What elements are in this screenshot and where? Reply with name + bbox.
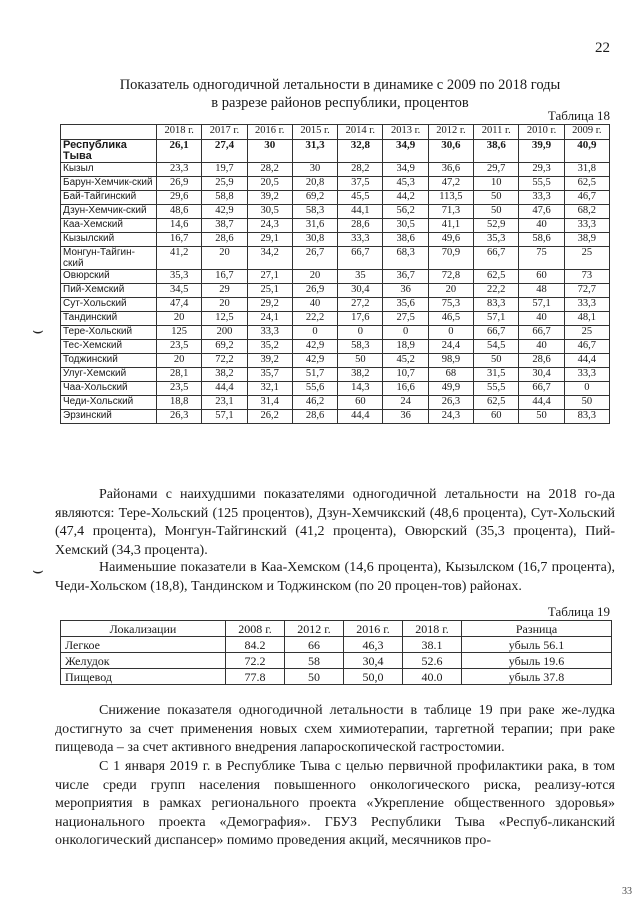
value-cell: 30 [292,163,337,177]
value-cell: 26,1 [157,140,202,163]
value-cell: 60 [338,396,383,410]
value-cell: 38.1 [403,637,462,653]
value-cell: 23,3 [157,163,202,177]
value-cell: 75,3 [428,298,473,312]
row-label-cell: Кызылский [61,233,157,247]
value-cell: 19,7 [202,163,247,177]
row-label-cell: Бай-Тайгинский [61,191,157,205]
value-cell: 33,3 [519,191,564,205]
value-cell: 0 [292,326,337,340]
value-cell: 0 [383,326,428,340]
value-cell: 75 [519,247,564,270]
value-cell: 55,5 [474,382,519,396]
value-cell: 83,3 [564,410,609,424]
table-row [61,140,610,163]
value-cell: 72,7 [564,284,609,298]
value-cell: 34,9 [383,140,428,163]
column-header: 2010 г. [519,125,564,140]
row-label-cell: Пий-Хемский [61,284,157,298]
row-label-cell: Барун-Хемчик-ский [61,177,157,191]
row-label-cell: Эрзинский [61,410,157,424]
value-cell: 35,7 [247,368,292,382]
value-cell: 33,3 [564,219,609,233]
value-cell: 33,3 [564,298,609,312]
table-row [61,233,610,247]
column-header: 2017 г. [202,125,247,140]
value-cell: 28,1 [157,368,202,382]
value-cell: 50 [564,396,609,410]
value-cell: 39,2 [247,191,292,205]
value-cell: 47,2 [428,177,473,191]
value-cell: 46,2 [292,396,337,410]
value-cell: 47,4 [157,298,202,312]
value-cell: 38,2 [202,368,247,382]
value-cell: 29,7 [474,163,519,177]
table-row [61,410,610,424]
value-cell: 36 [383,284,428,298]
value-cell: 28,6 [519,354,564,368]
value-cell: 48,1 [564,312,609,326]
value-cell: 70,9 [428,247,473,270]
value-cell: 50,0 [344,669,403,685]
value-cell: 35,2 [247,340,292,354]
value-cell: 26,7 [292,247,337,270]
value-cell: 46,5 [428,312,473,326]
value-cell: 24,4 [428,340,473,354]
column-header: 2009 г. [564,125,609,140]
value-cell: 55,6 [292,382,337,396]
value-cell: 26,2 [247,410,292,424]
value-cell: 58,8 [202,191,247,205]
column-header: 2018 г. [403,621,462,637]
table-row [61,298,610,312]
value-cell: 52,9 [474,219,519,233]
value-cell: 30,5 [383,219,428,233]
value-cell: 27,4 [202,140,247,163]
value-cell: 45,2 [383,354,428,368]
row-label-cell: Легкое [61,637,226,653]
value-cell: 33,3 [247,326,292,340]
value-cell: 39,9 [519,140,564,163]
row-label-cell: Тоджинский [61,354,157,368]
table-row [61,326,610,340]
value-cell: 44,1 [338,205,383,219]
value-cell: 20 [157,354,202,368]
value-cell: 30,4 [344,653,403,669]
value-cell: 28,2 [247,163,292,177]
value-cell: 40 [292,298,337,312]
value-cell: 16,7 [202,270,247,284]
value-cell: 68,2 [564,205,609,219]
value-cell: 35,3 [157,270,202,284]
value-cell: 45,3 [383,177,428,191]
value-cell: 36 [383,410,428,424]
value-cell: убыль 19.6 [462,653,612,669]
value-cell: 37,5 [338,177,383,191]
value-cell: 20 [428,284,473,298]
value-cell: 28,6 [202,233,247,247]
value-cell: 48,6 [157,205,202,219]
column-header: 2012 г. [428,125,473,140]
value-cell: 58,3 [292,205,337,219]
value-cell: 44,4 [519,396,564,410]
value-cell: 54,5 [474,340,519,354]
row-label-cell: Сут-Хольский [61,298,157,312]
table-row [61,163,610,177]
page-number: 22 [595,40,610,56]
value-cell: 29 [202,284,247,298]
value-cell: 62,5 [474,270,519,284]
value-cell: 33,3 [338,233,383,247]
value-cell: 66,7 [338,247,383,270]
value-cell: 57,1 [474,312,519,326]
value-cell: 57,1 [202,410,247,424]
row-label-cell: Пищевод [61,669,226,685]
paragraph-prevention: С 1 января 2019 г. в Республике Тыва с целью первичной профилактики рака, в том числе среди групп населения повышенного онкологического риска, реализу-ются мероприятия в рамках регионального проекта «Укрепление общественного здоровья» национального проекта «Демография». ГБУЗ Республики Тыва «Респуб-ликанский онкологический диспансер» помимо проведения акций, месячников про- [55,759,615,848]
value-cell: 31,6 [292,219,337,233]
value-cell: 40 [519,219,564,233]
value-cell: 40 [519,312,564,326]
value-cell: 62,5 [474,396,519,410]
row-label-cell: Дзун-Хемчик-ский [61,205,157,219]
value-cell: 56,2 [383,205,428,219]
value-cell: 38,6 [474,140,519,163]
value-cell: 68,3 [383,247,428,270]
value-cell: 48 [519,284,564,298]
value-cell: 42,9 [202,205,247,219]
value-cell: 30,4 [338,284,383,298]
value-cell: 17,6 [338,312,383,326]
value-cell: 25,1 [247,284,292,298]
value-cell: 30,5 [247,205,292,219]
paragraph-best-districts: Наименьшие показатели в Каа-Хемском (14,6 процента), Кызылском (16,7 процента), Чеди-Хольском (18,8), Тандинском и Тоджинском (по 20 процен-тов) районах. [55,560,615,594]
value-cell: 84.2 [226,637,285,653]
value-cell: 14,3 [338,382,383,396]
value-cell: 28,6 [292,410,337,424]
value-cell: 20 [202,247,247,270]
value-cell: 31,5 [474,368,519,382]
table-row [61,368,610,382]
row-label-cell: Тес-Хемский [61,340,157,354]
value-cell: 50 [519,410,564,424]
table-row [61,637,612,653]
value-cell: 40.0 [403,669,462,685]
value-cell: 0 [564,382,609,396]
value-cell: 10,7 [383,368,428,382]
value-cell: 66,7 [474,247,519,270]
table18-header-row [61,125,610,140]
value-cell: 49,9 [428,382,473,396]
table-19 [60,620,612,685]
value-cell: 125 [157,326,202,340]
value-cell: 22,2 [474,284,519,298]
value-cell: 66,7 [519,326,564,340]
value-cell: 23,5 [157,340,202,354]
row-label-cell: Кызыл [61,163,157,177]
table18-label: Таблица 18 [547,108,610,123]
value-cell: 20,8 [292,177,337,191]
value-cell: 41,1 [428,219,473,233]
paragraph-reduction: Снижение показателя одногодичной летальности в таблице 19 при раке же-лудка достигнуто за счет применения новых схем химиотерапии, таргетной терапии; при раке пищевода – за счет активного внедрения лапароскопической гастростомии. [55,703,615,755]
value-cell: 113,5 [428,191,473,205]
value-cell: 44,4 [202,382,247,396]
value-cell: 30,6 [428,140,473,163]
column-header: 2016 г. [247,125,292,140]
value-cell: 58 [285,653,344,669]
value-cell: 44,2 [383,191,428,205]
table-18 [60,124,610,424]
value-cell: 44,4 [564,354,609,368]
row-label-cell: Чаа-Хольский [61,382,157,396]
value-cell: 60 [474,410,519,424]
value-cell: 25 [564,326,609,340]
value-cell: 24,3 [428,410,473,424]
value-cell: 50 [474,354,519,368]
value-cell: 57,1 [519,298,564,312]
value-cell: 66,7 [474,326,519,340]
value-cell: 42,9 [292,354,337,368]
value-cell: 36,6 [428,163,473,177]
column-header: 2018 г. [157,125,202,140]
value-cell: 42,9 [292,340,337,354]
table19-header-row [61,621,612,637]
value-cell: 51,7 [292,368,337,382]
value-cell: 20 [202,298,247,312]
table-row [61,284,610,298]
value-cell: 69,2 [202,340,247,354]
value-cell: 41,2 [157,247,202,270]
table-row [61,340,610,354]
value-cell: 77.8 [226,669,285,685]
table-row [61,270,610,284]
value-cell: 30,4 [519,368,564,382]
column-header: 2016 г. [344,621,403,637]
value-cell: 47,6 [519,205,564,219]
value-cell: 32,1 [247,382,292,396]
table-row [61,219,610,233]
value-cell: 26,9 [292,284,337,298]
value-cell: 30,8 [292,233,337,247]
value-cell: 72.2 [226,653,285,669]
value-cell: 22,2 [292,312,337,326]
margin-mark: ⌣ [32,320,44,340]
table-row [61,205,610,219]
value-cell: 36,7 [383,270,428,284]
table-row [61,312,610,326]
value-cell: 45,5 [338,191,383,205]
column-header: Локализации [61,621,226,637]
value-cell: 69,2 [292,191,337,205]
table-row [61,653,612,669]
value-cell: 62,5 [564,177,609,191]
value-cell: 72,8 [428,270,473,284]
value-cell: 98,9 [428,354,473,368]
table-row [61,191,610,205]
value-cell: 50 [285,669,344,685]
value-cell: 12,5 [202,312,247,326]
table-row [61,382,610,396]
title-line-1: Показатель одногодичной летальности в динамике с 2009 по 2018 годы [119,77,561,93]
value-cell: 66,7 [519,382,564,396]
row-label-cell: Монгун-Тайгин-ский [61,247,157,270]
value-cell: 25 [564,247,609,270]
value-cell: 46,7 [564,340,609,354]
value-cell: 38,2 [338,368,383,382]
table18-title [60,76,620,112]
value-cell: 16,7 [157,233,202,247]
row-label-cell: Улуг-Хемский [61,368,157,382]
column-header: 2015 г. [292,125,337,140]
value-cell: 0 [338,326,383,340]
value-cell: 34,2 [247,247,292,270]
column-header: 2014 г. [338,125,383,140]
row-label-cell: Тандинский [61,312,157,326]
value-cell: 66 [285,637,344,653]
title-line-2: в разрезе районов республики, процентов [211,95,469,111]
value-cell: 34,9 [383,163,428,177]
value-cell: 68 [428,368,473,382]
value-cell: 23,5 [157,382,202,396]
value-cell: 58,3 [338,340,383,354]
row-label-cell: Чеди-Хольский [61,396,157,410]
value-cell: 24,3 [247,219,292,233]
value-cell: 26,3 [428,396,473,410]
table19-label: Таблица 19 [547,604,610,619]
value-cell: 29,1 [247,233,292,247]
column-header: 2008 г. [226,621,285,637]
value-cell: 52.6 [403,653,462,669]
row-label-cell: Каа-Хемский [61,219,157,233]
value-cell: 20 [292,270,337,284]
value-cell: 60 [519,270,564,284]
value-cell: 20 [157,312,202,326]
row-label-cell: Овюрский [61,270,157,284]
table-row [61,669,612,685]
value-cell: 30 [247,140,292,163]
value-cell: 40,9 [564,140,609,163]
value-cell: 25,9 [202,177,247,191]
value-cell: 27,1 [247,270,292,284]
value-cell: 28,6 [338,219,383,233]
value-cell: 32,8 [338,140,383,163]
value-cell: 83,3 [474,298,519,312]
value-cell: 24,1 [247,312,292,326]
value-cell: 31,4 [247,396,292,410]
value-cell: 73 [564,270,609,284]
value-cell: 16,6 [383,382,428,396]
value-cell: 40 [519,340,564,354]
value-cell: убыль 37.8 [462,669,612,685]
value-cell: 58,6 [519,233,564,247]
value-cell: 33,3 [564,368,609,382]
value-cell: 26,3 [157,410,202,424]
table-row [61,177,610,191]
value-cell: 27,5 [383,312,428,326]
value-cell: 31,8 [564,163,609,177]
value-cell: 0 [428,326,473,340]
row-label-cell: Желудок [61,653,226,669]
value-cell: 35,6 [383,298,428,312]
value-cell: 44,4 [338,410,383,424]
value-cell: 29,6 [157,191,202,205]
value-cell: 49,6 [428,233,473,247]
value-cell: 39,2 [247,354,292,368]
value-cell: 24 [383,396,428,410]
margin-mark: ⌣ [32,560,44,580]
value-cell: 38,6 [383,233,428,247]
value-cell: 72,2 [202,354,247,368]
value-cell: 31,3 [292,140,337,163]
value-cell: 18,9 [383,340,428,354]
value-cell: 20,5 [247,177,292,191]
value-cell: 200 [202,326,247,340]
table-row [61,247,610,270]
column-header [61,125,157,140]
column-header: 2011 г. [474,125,519,140]
value-cell: 46,7 [564,191,609,205]
corner-mark: 33 [622,886,632,897]
value-cell: 26,9 [157,177,202,191]
value-cell: 10 [474,177,519,191]
value-cell: 18,8 [157,396,202,410]
value-cell: 50 [338,354,383,368]
value-cell: 38,9 [564,233,609,247]
paragraph-worst-districts: Районами с наихудшими показателями одногодичной летальности на 2018 го-да являются: Тере-Хольский (125 процентов), Дзун-Хемчикский (48,6 процента), Сут-Хольский (47,4 процента), Монгун-Тайгинский (41,2 процента), Овюрский (35,3 процента), Пий-Хемский (34,3 процента). [55,487,615,558]
value-cell: 38,7 [202,219,247,233]
value-cell: убыль 56.1 [462,637,612,653]
table-row [61,396,610,410]
value-cell: 46,3 [344,637,403,653]
value-cell: 28,2 [338,163,383,177]
value-cell: 71,3 [428,205,473,219]
value-cell: 50 [474,191,519,205]
column-header: 2012 г. [285,621,344,637]
column-header: Разница [462,621,612,637]
value-cell: 35 [338,270,383,284]
value-cell: 29,2 [247,298,292,312]
value-cell: 50 [474,205,519,219]
value-cell: 27,2 [338,298,383,312]
column-header: 2013 г. [383,125,428,140]
value-cell: 14,6 [157,219,202,233]
row-label-cell: Республика Тыва [61,140,157,163]
table-row [61,354,610,368]
row-label-cell: Тере-Хольский [61,326,157,340]
value-cell: 29,3 [519,163,564,177]
value-cell: 34,5 [157,284,202,298]
value-cell: 35,3 [474,233,519,247]
value-cell: 23,1 [202,396,247,410]
value-cell: 55,5 [519,177,564,191]
